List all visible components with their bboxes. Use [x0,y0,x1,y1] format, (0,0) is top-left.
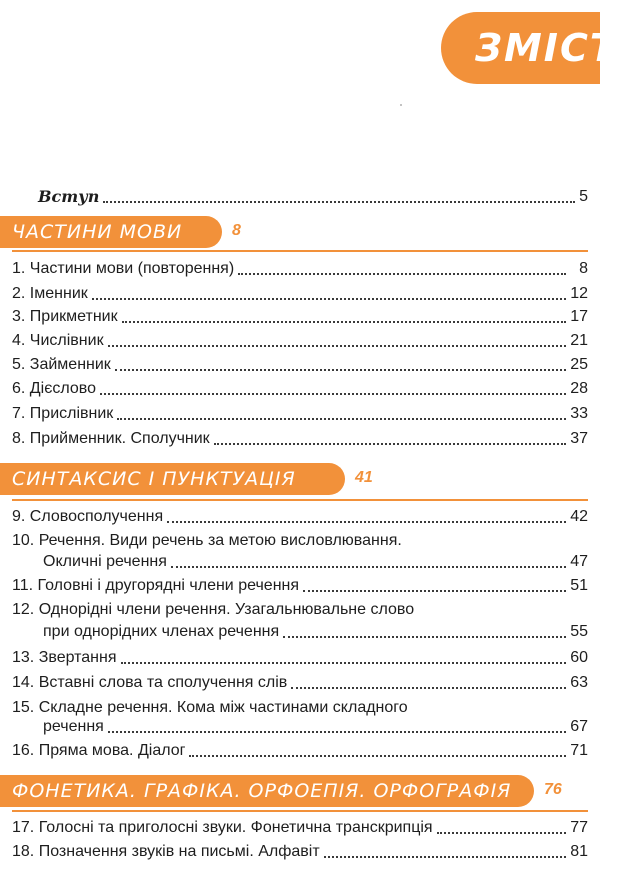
toc-entry-page: 37 [570,430,588,447]
toc-entry-number: 3. [12,308,26,325]
toc-entry-number: 10. [12,532,35,549]
toc-entry-number: 13. [12,649,35,666]
section-title: ФОНЕТИКА. ГРАФІКА. ОРФОЕПІЯ. ОРФОГРАФІЯ [12,780,512,802]
dot-leader [122,321,566,323]
toc-entry-label: Іменник [29,285,88,302]
toc-entry-label: Словосполучення [29,508,164,525]
toc-entry-page: 60 [570,649,588,666]
toc-entry-label: Прикметник [29,308,118,325]
toc-entry-page: 21 [570,332,588,349]
toc-entry-label: Пряма мова. Діалог [38,742,186,759]
dot-leader [121,662,566,664]
toc-entry[interactable] [12,379,588,399]
toc-entry-first-line[interactable] [12,531,588,551]
dot-leader [167,521,566,523]
toc-entry-number: 15. [12,699,35,716]
section-divider [12,810,588,812]
toc-entry-number: 5. [12,356,26,373]
toc-entry[interactable] [12,404,588,424]
toc-entry-page: 17 [570,308,588,325]
toc-entry-label: Вступ [38,187,100,206]
dot-leader [303,590,566,592]
dot-leader [283,636,566,638]
toc-entry-label: Звертання [38,649,117,666]
dot-leader [117,418,566,420]
dot-leader [238,273,566,275]
toc-entry-label-continued: при однорідних членах речення [43,623,280,640]
toc-entry-label: Прийменник. Сполучник [29,430,210,447]
contents-title: ЗМІСТ [475,26,618,70]
toc-entry-number: 6. [12,380,26,397]
toc-entry-page: 63 [570,674,588,691]
toc-entry-page: 28 [570,380,588,397]
toc-entry-number: 8. [12,430,26,447]
toc-entry-label: Речення. Види речень за метою висловлювання. [38,532,402,549]
toc-entry[interactable] [12,429,588,449]
dot-leader [92,298,566,300]
toc-entry-page: 51 [570,577,588,594]
toc-entry-label-continued: речення [43,718,104,735]
section-header-syntax-punctuation[interactable] [0,463,345,495]
toc-entry-intro[interactable] [38,187,588,207]
toc-entry[interactable] [12,818,588,838]
toc-entry[interactable] [12,507,588,527]
toc-entry-page: 55 [570,623,588,640]
dot-leader [108,345,566,347]
toc-entry-page: 8 [579,260,588,277]
toc-entry-first-line[interactable] [12,600,588,620]
toc-entry-label: Прислівник [29,405,114,422]
dot-leader [115,369,566,371]
toc-entry-page: 25 [570,356,588,373]
toc-entry[interactable] [43,717,588,737]
toc-entry[interactable] [12,576,588,596]
toc-entry-number: 1. [12,260,26,277]
toc-entry-label: Дієслово [29,380,96,397]
toc-entry-number: 2. [12,285,26,302]
toc-entry-page: 33 [570,405,588,422]
section-title: СИНТАКСИС І ПУНКТУАЦІЯ [12,468,296,490]
dot-leader [437,832,566,834]
toc-entry-label-continued: Окличні речення [43,553,167,570]
section-header-phonetics[interactable] [0,775,534,807]
toc-entry-label: Вставні слова та сполучення слів [38,674,288,691]
toc-entry-number: 4. [12,332,26,349]
dot-leader [100,393,566,395]
toc-entry[interactable] [12,648,588,668]
section-title: ЧАСТИНИ МОВИ [12,221,183,243]
toc-entry-label: Числівник [29,332,104,349]
toc-entry-label: Займенник [29,356,111,373]
toc-entry-number: 12. [12,601,35,618]
contents-title-tab [441,12,618,84]
toc-entry-page: 47 [570,553,588,570]
toc-entry-label: Голосні та приголосні звуки. Фонетична транскрипція [38,819,433,836]
dot-leader [171,566,566,568]
toc-entry-page: 12 [570,285,588,302]
toc-entry[interactable] [12,331,588,351]
scan-speck [400,104,402,106]
section-header-parts-of-speech[interactable] [0,216,222,248]
toc-entry-number: 17. [12,819,35,836]
toc-entry[interactable] [43,622,588,642]
toc-entry-number: 7. [12,405,26,422]
dot-leader [214,443,566,445]
toc-entry[interactable] [12,259,588,279]
toc-entry-page: 81 [570,843,588,860]
section-divider [12,499,588,501]
section-page: 41 [355,469,373,486]
section-page: 8 [232,222,241,239]
toc-entry[interactable] [12,307,588,327]
section-divider [12,250,588,252]
toc-entry[interactable] [12,355,588,375]
toc-entry-page: 71 [570,742,588,759]
toc-entry-number: 16. [12,742,35,759]
toc-entry-label: Головні і другорядні члени речення [37,577,300,594]
toc-entry-number: 14. [12,674,35,691]
toc-entry-number: 18. [12,843,35,860]
toc-entry-first-line[interactable] [12,698,588,718]
dot-leader [189,755,566,757]
toc-entry[interactable] [43,552,588,572]
toc-entry-page: 77 [570,819,588,836]
toc-entry[interactable] [12,284,588,304]
toc-entry-label: Позначення звуків на письмі. Алфавіт [38,843,320,860]
dot-leader [103,201,575,203]
toc-entry-label: Складне речення. Кома між частинами складного [38,699,408,716]
toc-entry[interactable] [12,842,588,862]
dot-leader [291,687,566,689]
dot-leader [324,856,566,858]
toc-entry-number: 11. [12,577,34,594]
dot-leader [108,731,566,733]
toc-entry-page: 5 [579,188,588,205]
toc-entry-number: 9. [12,508,26,525]
toc-entry-label: Частини мови (повторення) [29,260,235,277]
toc-entry[interactable] [12,741,588,761]
toc-entry-page: 42 [570,508,588,525]
toc-entry-label: Однорідні члени речення. Узагальнювальне слово [38,601,415,618]
toc-entry[interactable] [12,673,588,693]
section-page: 76 [544,781,562,798]
toc-entry-page: 67 [570,718,588,735]
